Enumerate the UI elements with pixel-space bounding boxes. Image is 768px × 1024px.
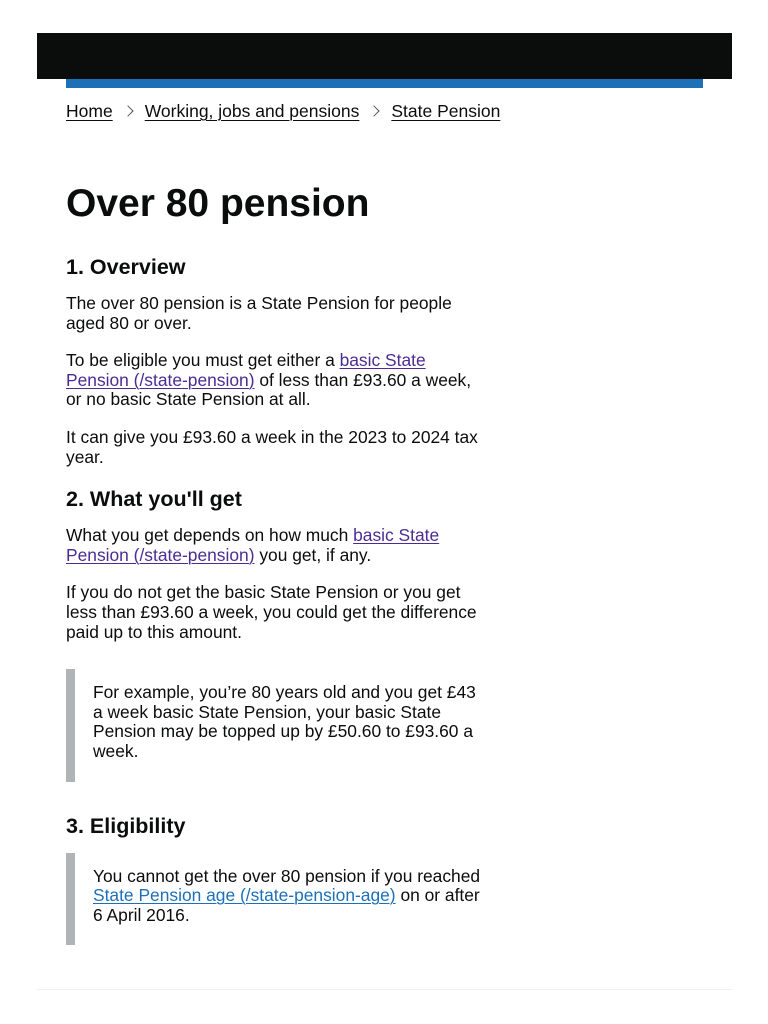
what-youll-get-paragraph-2: If you do not get the basic State Pension or you get less than £93.60 a week, you could get the difference paid up to this amount. [66, 582, 477, 642]
eligibility-inset [66, 853, 486, 946]
main-content [66, 170, 486, 975]
footer-divider [37, 989, 732, 990]
what-youll-get-paragraph-1: What you get depends on how much basic State Pension (/state-pension) you get, if any. [66, 525, 440, 565]
site-header [37, 33, 732, 79]
overview-paragraph-2: To be eligible you must get either a basic State Pension (/state-pension) of less than £93.60 a week, or no basic State Pension at all. [66, 350, 472, 410]
state-pension-age-link[interactable]: State Pension age (/state-pension-age) [93, 885, 396, 906]
breadcrumb-state-pension[interactable]: State Pension [391, 101, 501, 121]
overview-paragraph-3: It can give you £93.60 a week in the 2023 to 2024 tax year. [66, 426, 478, 467]
overview-heading: 1. Overview [66, 255, 186, 279]
section-eligibility [66, 812, 486, 946]
basic-state-pension-link[interactable]: basic State Pension (/state-pension) [66, 525, 440, 565]
breadcrumb [66, 100, 500, 122]
section-what-youll-get [66, 485, 486, 781]
example-inset [66, 669, 486, 781]
breadcrumb-home[interactable]: Home [66, 101, 113, 121]
example-text: For example, you’re 80 years old and you get £43 a week basic State Pension, your basic State Pension may be topped up by £50.60 to £93.60 a week. [93, 682, 476, 761]
header-accent-bar [66, 79, 703, 88]
section-overview [66, 253, 486, 467]
what-youll-get-heading: 2. What you'll get [66, 487, 242, 512]
page-title: Over 80 pension [66, 182, 370, 225]
eligibility-heading: 3. Eligibility [66, 813, 186, 838]
chevron-right-icon [122, 105, 133, 116]
overview-paragraph-1: The over 80 pension is a State Pension for people aged 80 or over. [66, 293, 452, 333]
breadcrumb-working-jobs-pensions[interactable]: Working, jobs and pensions [144, 101, 360, 121]
chevron-right-icon [369, 105, 380, 116]
eligibility-text: You cannot get the over 80 pension if you reached State Pension age (/state-pension-age) on or after 6 April 2016. [93, 865, 481, 925]
basic-state-pension-link[interactable]: basic State Pension (/state-pension) [66, 350, 426, 390]
